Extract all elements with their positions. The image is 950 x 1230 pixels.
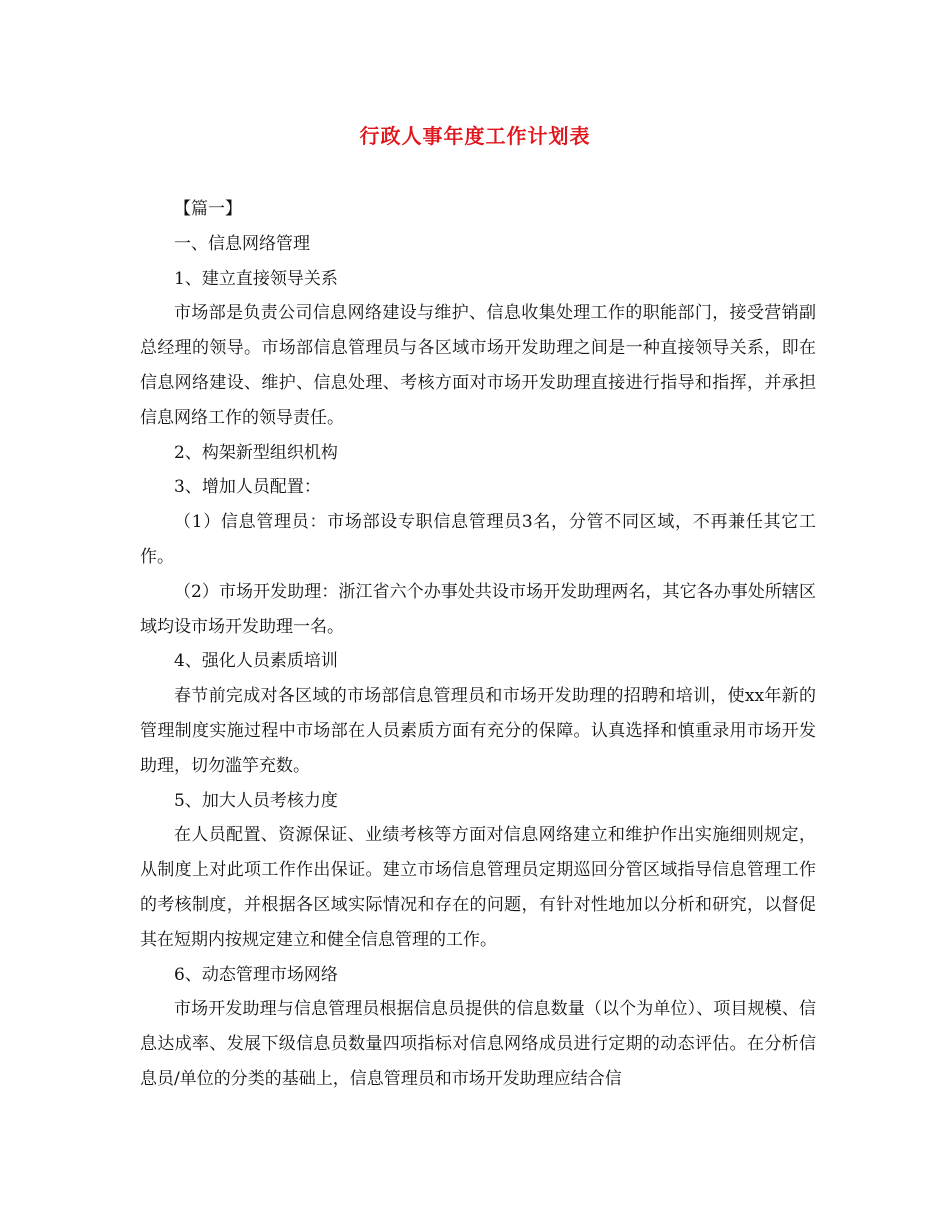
sub-item-paragraph: （1）信息管理员：市场部设专职信息管理员3名，分管不同区域，不再兼任其它工作。 (140, 512, 816, 567)
body-paragraph: 市场部是负责公司信息网络建设与维护、信息收集处理工作的职能部门，接受营销副总经理的领导。市场部信息管理员与各区域市场开发助理之间是一种直接领导关系，即在信息网络建设、维护、信息处理、考核方面对市场开发助理直接进行指导和指挥，并承担信息网络工作的领导责任。 (140, 303, 816, 428)
section-heading: 【篇一】 (174, 199, 242, 219)
item-heading: 6、动态管理市场网络 (174, 964, 338, 985)
body-paragraph: 春节前完成对各区域的市场部信息管理员和市场开发助理的招聘和培训，使xx年新的管理制度实施过程中市场部在人员素质方面有充分的保障。认真选择和慎重录用市场开发助理，切勿滥竽充数。 (140, 686, 816, 776)
document-title: 行政人事年度工作计划表 (359, 124, 591, 148)
sub-item-paragraph: （2）市场开发助理：浙江省六个办事处共设市场开发助理两名，其它各办事处所辖区域均设市场开发助理一名。 (140, 581, 816, 637)
item-heading: 1、建立直接领导关系 (174, 268, 338, 289)
item-heading: 4、强化人员素质培训 (174, 651, 338, 672)
body-paragraph: 在人员配置、资源保证、业绩考核等方面对信息网络建立和维护作出实施细则规定，从制度上对此项工作作出保证。建立市场信息管理员定期巡回分管区域指导信息管理工作的考核制度，并根据各区域实际情况和存在的问题，有针对性地加以分析和研究，以督促其在短期内按规定建立和健全信息管理的工作。 (140, 825, 816, 950)
document-body (140, 192, 816, 1097)
item-heading: 5、加大人员考核力度 (174, 790, 338, 811)
chapter-heading: 一、信息网络管理 (174, 233, 310, 254)
item-heading: 3、增加人员配置： (174, 477, 321, 498)
body-paragraph: 市场开发助理与信息管理员根据信息员提供的信息数量（以个为单位）、项目规模、信息达成率、发展下级信息员数量四项指标对信息网络成员进行定期的动态评估。在分析信息员/单位的分类的基础上，信息管理员和市场开发助理应结合信 (140, 999, 816, 1089)
item-heading: 2、构架新型组织机构 (174, 442, 338, 463)
